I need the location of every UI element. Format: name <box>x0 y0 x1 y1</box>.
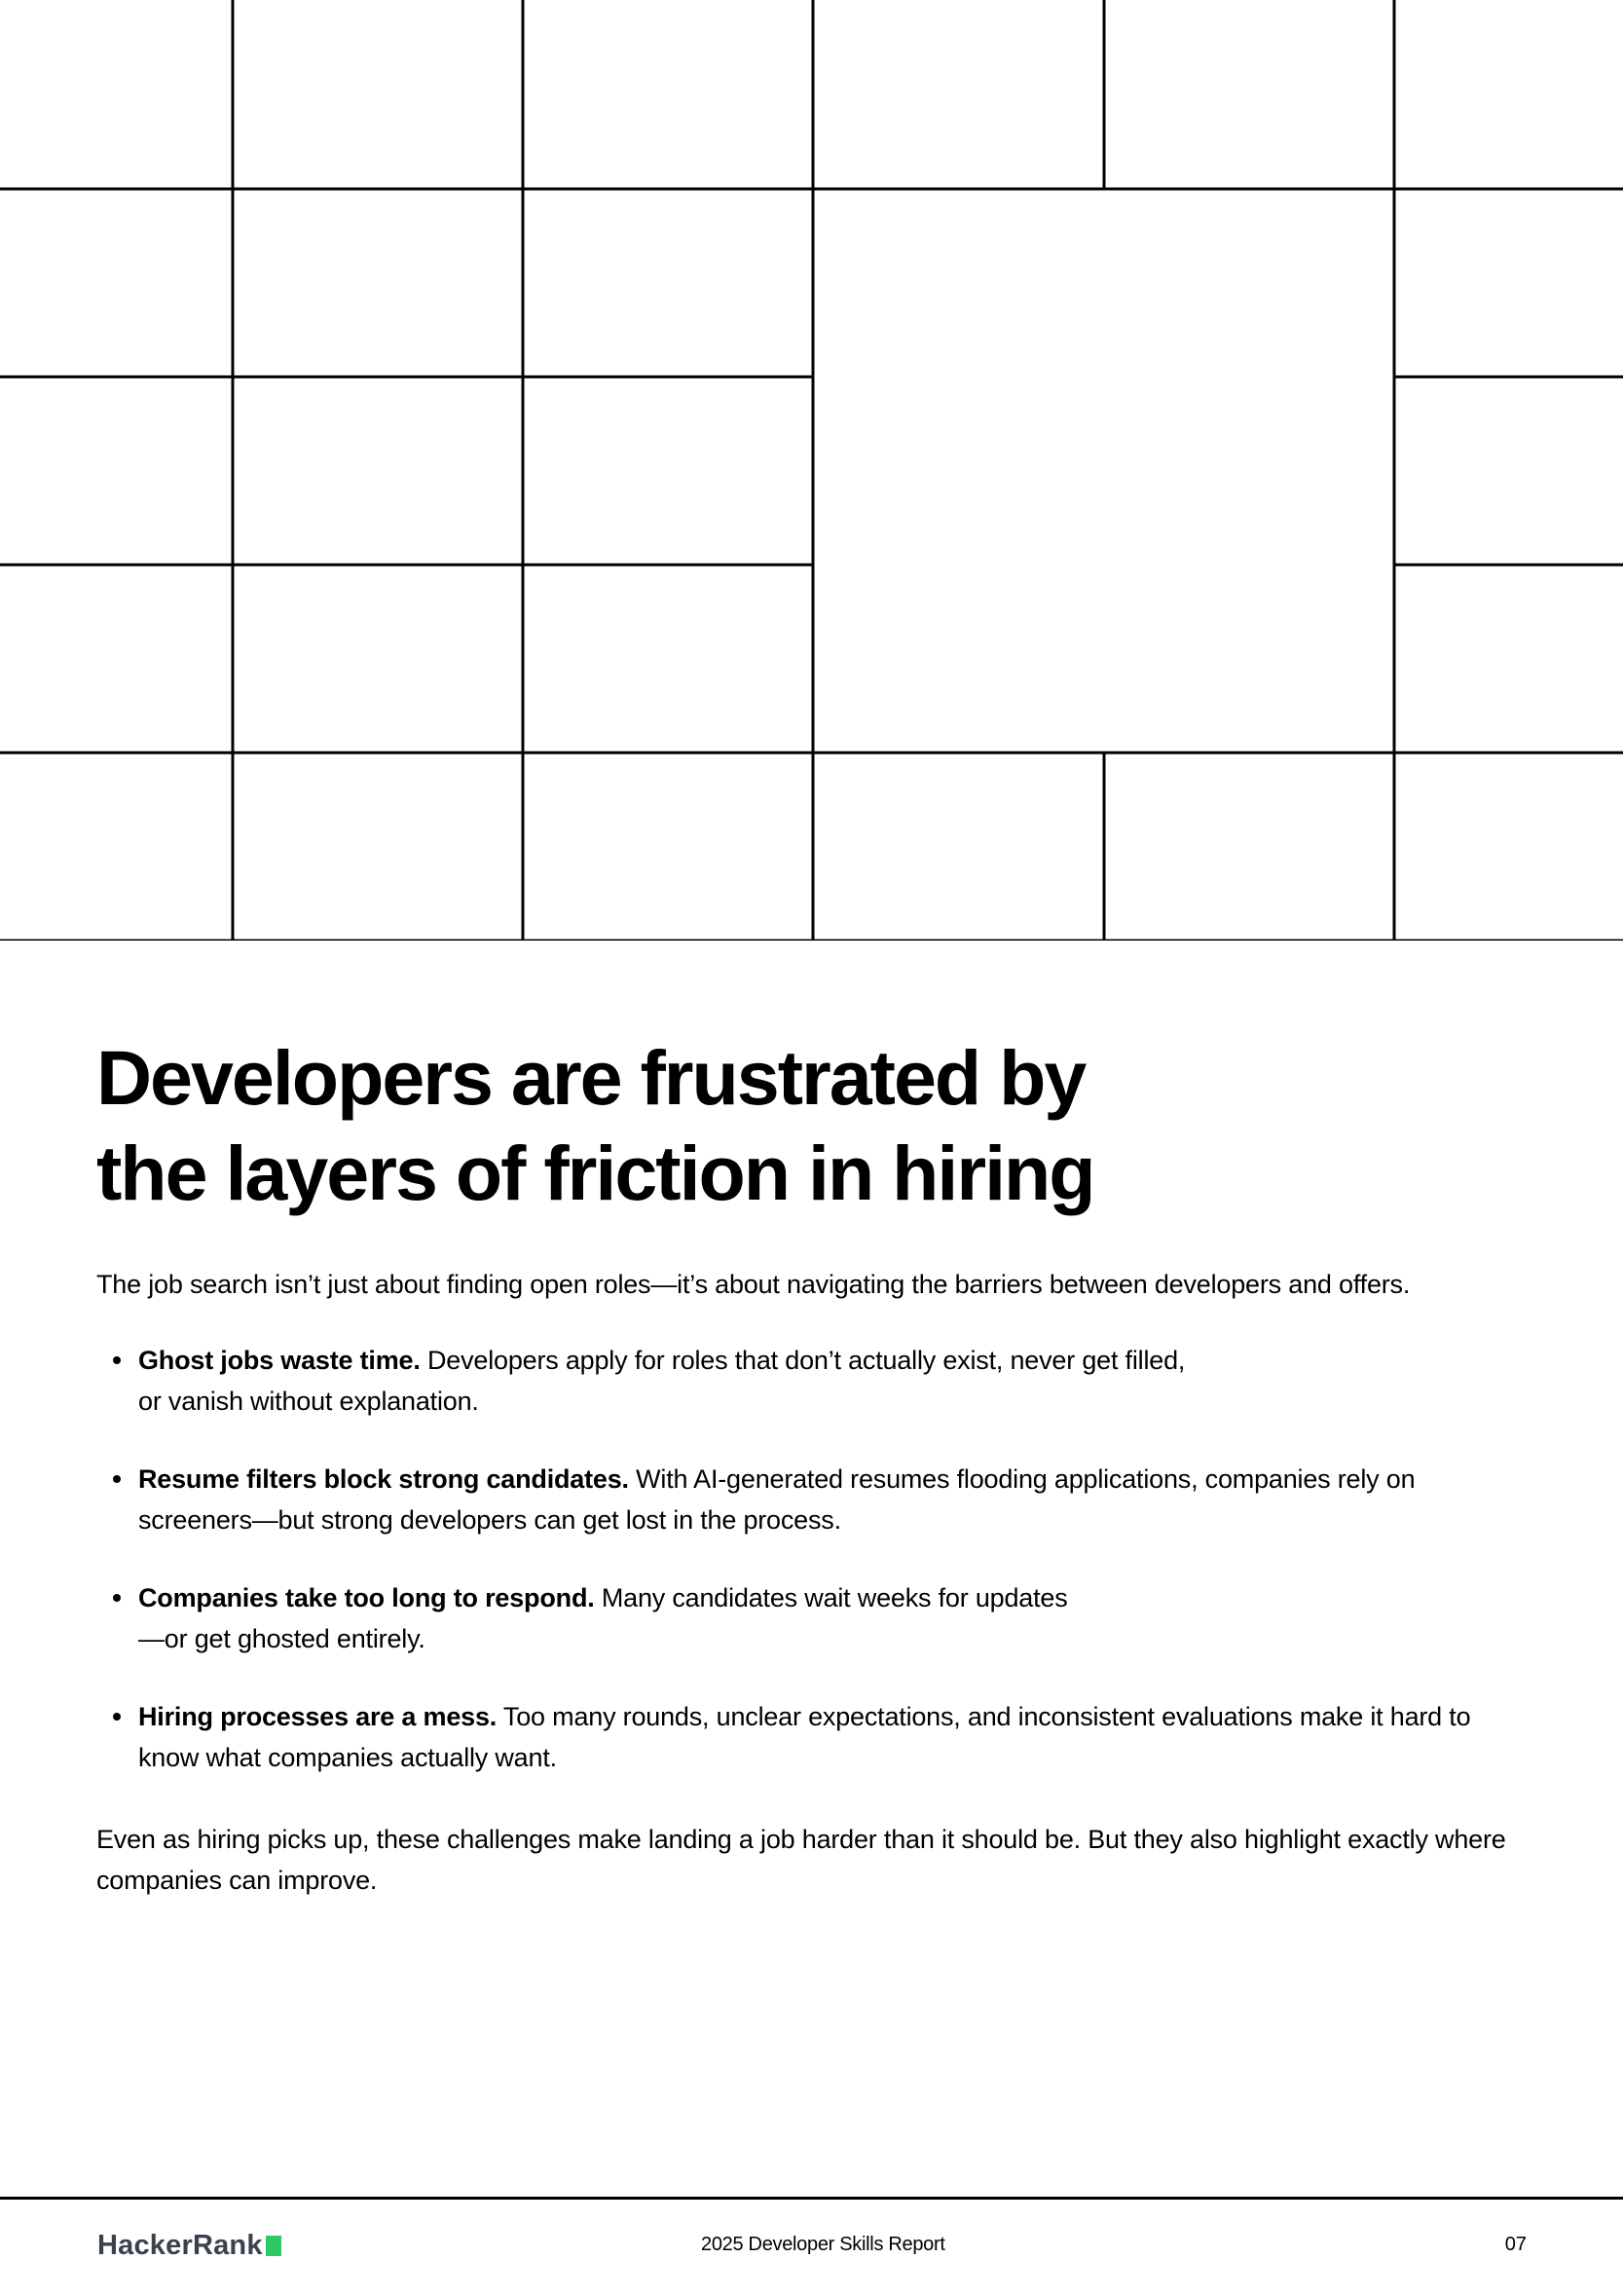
bullet-line <box>138 1577 1537 1618</box>
logo-mark-icon <box>266 2236 281 2256</box>
hackerrank-logo <box>97 2230 281 2262</box>
bullet-line <box>138 1696 1537 1737</box>
bullet-text: Many candidates wait weeks for updates <box>594 1583 1068 1612</box>
bullet-text: Too many rounds, unclear expectations, and inconsistent evaluations make it hard to <box>497 1702 1471 1731</box>
bullet-lead: Companies take too long to respond. <box>138 1583 595 1612</box>
bullet-lead: Hiring processes are a mess. <box>138 1702 498 1731</box>
friction-bullet-list <box>96 1340 1537 1778</box>
main-content <box>96 1030 1537 1901</box>
bullet-lead: Resume filters block strong candidates. <box>138 1464 629 1494</box>
closing-paragraph: Even as hiring picks up, these challenges make landing a job harder than it should be. But they also highlight exactly where companies can improve. <box>96 1825 1506 1895</box>
bullet-dot-icon <box>113 1713 121 1721</box>
bullet-dot-icon <box>113 1475 121 1483</box>
intro-paragraph: The job search isn’t just about finding open roles—it’s about navigating the barriers between developers and offers. <box>96 1270 1411 1299</box>
bullet-messy-process <box>96 1696 1537 1778</box>
bullet-ghost-jobs <box>96 1340 1537 1422</box>
page-number: 07 <box>1504 2234 1527 2255</box>
report-title: 2025 Developer Skills Report <box>701 2234 945 2255</box>
headline-line-1: Developers are frustrated by <box>96 1034 1086 1121</box>
bullet-dot-icon <box>113 1594 121 1602</box>
bullet-lead: Ghost jobs waste time. <box>138 1346 421 1375</box>
headline-line-2: the layers of friction in hiring <box>96 1129 1094 1216</box>
bullet-text-continued: screeners—but strong developers can get lost in the process. <box>138 1505 841 1535</box>
bullet-text: With AI-generated resumes flooding applications, companies rely on <box>628 1464 1416 1494</box>
footer-divider <box>0 2197 1623 2200</box>
decorative-grid-illustration <box>0 0 1623 941</box>
page-headline <box>96 1030 1537 1221</box>
bullet-line <box>138 1340 1537 1381</box>
bullet-text-continued: —or get ghosted entirely. <box>138 1624 425 1653</box>
bullet-line <box>138 1459 1537 1500</box>
bullet-dot-icon <box>113 1356 121 1364</box>
bullet-resume-filters <box>96 1459 1537 1540</box>
bullet-text: Developers apply for roles that don’t actually exist, never get filled, <box>420 1346 1186 1375</box>
logo-text: HackerRank <box>97 2230 263 2261</box>
bullet-slow-response <box>96 1577 1537 1659</box>
bullet-text-continued: or vanish without explanation. <box>138 1387 479 1416</box>
bullet-text-continued: know what companies actually want. <box>138 1743 557 1772</box>
